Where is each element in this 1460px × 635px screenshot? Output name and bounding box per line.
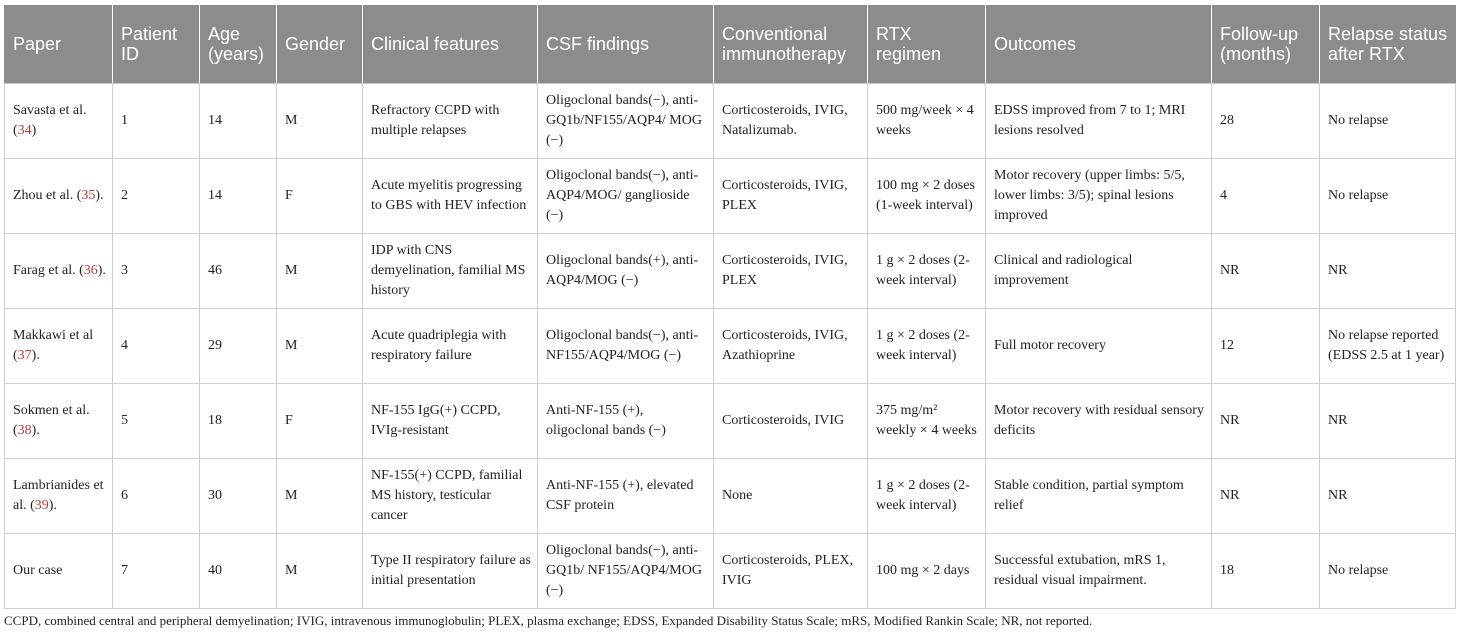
paper-text-end: ). (95, 188, 104, 203)
reference-link[interactable]: 39 (34, 498, 49, 513)
cell-csf-findings: Anti-NF-155 (+), elevated CSF protein (538, 459, 714, 534)
header-follow-up: Follow-up (months) (1212, 5, 1320, 84)
table-body (5, 84, 1456, 609)
cell-clinical-features: Refractory CCPD with multiple relapses (363, 84, 538, 159)
table-row (5, 159, 1456, 234)
cell-immunotherapy: Corticosteroids, IVIG, PLEX (714, 234, 868, 309)
paper-text-end: ). (97, 263, 106, 278)
cell-csf-findings: Oligoclonal bands(−), anti-GQ1b/NF155/AQP4/ MOG (−) (538, 84, 714, 159)
cell-clinical-features: Acute quadriplegia with respiratory failure (363, 309, 538, 384)
cell-patient-id: 4 (113, 309, 200, 384)
cell-age: 30 (200, 459, 277, 534)
cell-clinical-features: IDP with CNS demyelination, familial MS history (363, 234, 538, 309)
cell-age: 14 (200, 84, 277, 159)
cell-age: 14 (200, 159, 277, 234)
cell-immunotherapy: None (714, 459, 868, 534)
table-row (5, 384, 1456, 459)
cell-immunotherapy: Corticosteroids, PLEX, IVIG (714, 534, 868, 609)
cell-gender: M (277, 234, 363, 309)
cell-csf-findings: Anti-NF-155 (+), oligoclonal bands (−) (538, 384, 714, 459)
header-relapse-status: Relapse status after RTX (1320, 5, 1456, 84)
cell-follow-up: 4 (1212, 159, 1320, 234)
cell-gender: M (277, 84, 363, 159)
cell-paper (5, 234, 113, 309)
table-row (5, 234, 1456, 309)
table-row (5, 459, 1456, 534)
reference-link[interactable]: 38 (17, 423, 32, 438)
cell-relapse-status: NR (1320, 459, 1456, 534)
cell-patient-id: 6 (113, 459, 200, 534)
cell-relapse-status: NR (1320, 234, 1456, 309)
paper-text: Lambrianides et al. ( (13, 478, 104, 513)
header-conventional-immunotherapy: Conventional immunotherapy (714, 5, 868, 84)
cell-relapse-status: No relapse (1320, 84, 1456, 159)
cell-rtx-regimen: 1 g × 2 doses (2-week interval) (868, 234, 986, 309)
header-paper: Paper (5, 5, 113, 84)
cell-gender: F (277, 159, 363, 234)
cell-relapse-status: No relapse (1320, 159, 1456, 234)
header-row (5, 5, 1456, 84)
cell-patient-id: 2 (113, 159, 200, 234)
header-gender: Gender (277, 5, 363, 84)
cell-immunotherapy: Corticosteroids, IVIG, Natalizumab. (714, 84, 868, 159)
paper-text-end: ) (31, 123, 37, 138)
paper-text: Our case (13, 563, 63, 578)
paper-text: Zhou et al. ( (13, 188, 82, 203)
cell-follow-up: NR (1212, 234, 1320, 309)
cell-paper (5, 384, 113, 459)
cell-outcomes: Stable condition, partial symptom relief (986, 459, 1212, 534)
table-row (5, 84, 1456, 159)
cell-clinical-features: NF-155(+) CCPD, familial MS history, testicular cancer (363, 459, 538, 534)
cell-patient-id: 3 (113, 234, 200, 309)
cell-relapse-status: No relapse (1320, 534, 1456, 609)
cell-outcomes: Motor recovery (upper limbs: 5/5, lower limbs: 3/5); spinal lesions improved (986, 159, 1212, 234)
reference-link[interactable]: 35 (81, 188, 96, 203)
cell-paper (5, 534, 113, 609)
header-age: Age (years) (200, 5, 277, 84)
paper-text-end: ). (31, 423, 40, 438)
cell-paper (5, 84, 113, 159)
cell-follow-up: NR (1212, 459, 1320, 534)
paper-text: Savasta et al. ( (13, 103, 87, 138)
cell-paper (5, 459, 113, 534)
cell-patient-id: 5 (113, 384, 200, 459)
cell-clinical-features: NF-155 IgG(+) CCPD, IVIg-resistant (363, 384, 538, 459)
paper-text: Farag et al. ( (13, 263, 84, 278)
cell-rtx-regimen: 1 g × 2 doses (2-week interval) (868, 309, 986, 384)
cell-gender: M (277, 534, 363, 609)
cell-age: 46 (200, 234, 277, 309)
header-csf-findings: CSF findings (538, 5, 714, 84)
case-comparison-table (4, 5, 1456, 609)
cell-follow-up: 12 (1212, 309, 1320, 384)
paper-text: Makkawi et al ( (13, 328, 94, 363)
cell-clinical-features: Acute myelitis progressing to GBS with HEV infection (363, 159, 538, 234)
cell-gender: M (277, 459, 363, 534)
cell-outcomes: Motor recovery with residual sensory deficits (986, 384, 1212, 459)
reference-link[interactable]: 36 (83, 263, 98, 278)
cell-rtx-regimen: 100 mg × 2 days (868, 534, 986, 609)
cell-follow-up: NR (1212, 384, 1320, 459)
table-row (5, 309, 1456, 384)
cell-patient-id: 1 (113, 84, 200, 159)
header-rtx-regimen: RTX regimen (868, 5, 986, 84)
cell-csf-findings: Oligoclonal bands(−), anti-NF155/AQP4/MOG (−) (538, 309, 714, 384)
cell-csf-findings: Oligoclonal bands(−), anti-AQP4/MOG/ ganglioside (−) (538, 159, 714, 234)
paper-text-end: ). (48, 498, 57, 513)
cell-rtx-regimen: 500 mg/week × 4 weeks (868, 84, 986, 159)
cell-csf-findings: Oligoclonal bands(−), anti-GQ1b/ NF155/AQP4/MOG (−) (538, 534, 714, 609)
header-patient-id: Patient ID (113, 5, 200, 84)
table-row (5, 534, 1456, 609)
cell-outcomes: EDSS improved from 7 to 1; MRI lesions resolved (986, 84, 1212, 159)
paper-text: Sokmen et al. ( (13, 403, 90, 438)
cell-outcomes: Clinical and radiological improvement (986, 234, 1212, 309)
reference-link[interactable]: 34 (17, 123, 32, 138)
cell-rtx-regimen: 100 mg × 2 doses (1-week interval) (868, 159, 986, 234)
cell-immunotherapy: Corticosteroids, IVIG (714, 384, 868, 459)
header-clinical-features: Clinical features (363, 5, 538, 84)
cell-age: 29 (200, 309, 277, 384)
header-outcomes: Outcomes (986, 5, 1212, 84)
cell-rtx-regimen: 1 g × 2 doses (2-week interval) (868, 459, 986, 534)
cell-gender: M (277, 309, 363, 384)
cell-immunotherapy: Corticosteroids, IVIG, PLEX (714, 159, 868, 234)
cell-paper (5, 159, 113, 234)
cell-relapse-status: No relapse reported (EDSS 2.5 at 1 year) (1320, 309, 1456, 384)
cell-immunotherapy: Corticosteroids, IVIG, Azathioprine (714, 309, 868, 384)
cell-follow-up: 18 (1212, 534, 1320, 609)
table-header (5, 5, 1456, 84)
cell-gender: F (277, 384, 363, 459)
cell-relapse-status: NR (1320, 384, 1456, 459)
cell-rtx-regimen: 375 mg/m² weekly × 4 weeks (868, 384, 986, 459)
cell-outcomes: Full motor recovery (986, 309, 1212, 384)
cell-patient-id: 7 (113, 534, 200, 609)
cell-outcomes: Successful extubation, mRS 1, residual visual impairment. (986, 534, 1212, 609)
table-footnote: CCPD, combined central and peripheral demyelination; IVIG, intravenous immunoglobulin; PLEX, plasma exchange; EDSS, Expanded Disability Status Scale; mRS, Modified Rankin Scale; NR, not reported. (4, 613, 1093, 628)
paper-text-end: ). (31, 348, 40, 363)
reference-link[interactable]: 37 (17, 348, 32, 363)
cell-paper (5, 309, 113, 384)
cell-follow-up: 28 (1212, 84, 1320, 159)
cell-clinical-features: Type II respiratory failure as initial presentation (363, 534, 538, 609)
cell-age: 40 (200, 534, 277, 609)
cell-csf-findings: Oligoclonal bands(+), anti-AQP4/MOG (−) (538, 234, 714, 309)
cell-age: 18 (200, 384, 277, 459)
